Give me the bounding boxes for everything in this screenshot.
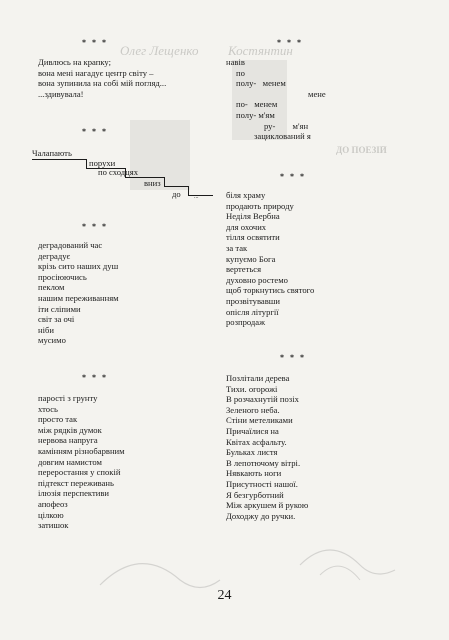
poem-line: Між аркушем й рукою bbox=[226, 500, 309, 511]
stair-word: до bbox=[172, 189, 181, 199]
poem-line: Тихи. огорожі bbox=[226, 383, 278, 394]
poem-line: по bbox=[236, 67, 245, 78]
poem-line: по- менем bbox=[236, 99, 278, 110]
poem-line: купуємо Бога bbox=[226, 253, 276, 264]
stairs-poem bbox=[32, 150, 217, 210]
stair-word: вниз bbox=[144, 178, 161, 188]
poem-line: крізь сито наших душ bbox=[38, 261, 119, 272]
stair-riser bbox=[164, 177, 165, 186]
stair-rule bbox=[188, 195, 213, 196]
poem-line: довгим намистом bbox=[38, 456, 102, 467]
poem-line: зациклований я bbox=[254, 131, 311, 142]
left-stars-3: * * * bbox=[82, 222, 108, 231]
poem-line: іти сліпими bbox=[38, 303, 81, 314]
right-poem-3 bbox=[226, 373, 308, 521]
poem-line: ру- м'ян bbox=[264, 120, 309, 131]
bleed-title-2: Костянтин bbox=[228, 44, 293, 58]
bleed-title: Олег Лещенко bbox=[120, 44, 199, 58]
right-stars-1: * * * bbox=[277, 38, 303, 47]
poem-line: для охочих bbox=[226, 221, 267, 232]
stair-rule bbox=[32, 159, 87, 160]
poem-line: вертеться bbox=[226, 264, 262, 275]
poem-line: камінням різнобарвним bbox=[38, 445, 125, 456]
poem-line: між рядків думок bbox=[38, 424, 102, 435]
poem-line: В розчахнутій позіх bbox=[226, 394, 299, 405]
poem-line: Присутності нашої. bbox=[226, 478, 298, 489]
stair-riser bbox=[86, 159, 87, 168]
poem-line: Бульках листя bbox=[226, 447, 278, 458]
poem-line: В лепотючому вітрі. bbox=[226, 457, 301, 468]
right-stars-2: * * * bbox=[280, 172, 306, 181]
stair-word: по сходцях bbox=[98, 167, 138, 177]
poem-line: підтекст переживань bbox=[38, 477, 114, 488]
poem-line: Стіни метеликами bbox=[226, 415, 293, 426]
poem-line: мусимо bbox=[38, 335, 66, 346]
poem-line: тілля освятити bbox=[226, 232, 280, 243]
bleed-subtitle: ДО ПОЕЗІЙ bbox=[336, 146, 387, 155]
poem-line: паростi з грунту bbox=[38, 393, 98, 403]
left-poem-1 bbox=[38, 57, 166, 99]
poem-line: біля храму bbox=[226, 190, 266, 200]
poem-line: затишок bbox=[38, 520, 69, 531]
poem-line: мене bbox=[308, 88, 326, 99]
poem-line: нервова напруга bbox=[38, 435, 98, 446]
page-number: 24 bbox=[217, 588, 232, 603]
poem-line: ілюзія перспективи bbox=[38, 488, 109, 499]
poem-line: вона зупинила на собі мій погляд... bbox=[38, 78, 167, 89]
left-poem-3 bbox=[38, 240, 119, 346]
poem-line: Нявкають ноги bbox=[226, 468, 282, 479]
right-poem-1 bbox=[226, 57, 416, 142]
left-poem-4 bbox=[38, 393, 125, 531]
stair-word: порухи bbox=[89, 158, 116, 168]
poem-line: пеклом bbox=[38, 282, 65, 293]
right-stars-3: * * * bbox=[280, 353, 306, 362]
poem-line: цiлкою bbox=[38, 509, 64, 520]
poem-line: Причаїлися на bbox=[226, 425, 279, 436]
left-stars-4: * * * bbox=[82, 373, 108, 382]
poem-line: деградує bbox=[38, 250, 71, 261]
poem-line: хтось bbox=[38, 403, 58, 414]
poem-line: Дивлюсь на крапку; bbox=[38, 57, 111, 67]
poem-line: апофеоз bbox=[38, 498, 68, 509]
poem-line: за так bbox=[226, 242, 248, 253]
poem-line: Неділя Вербна bbox=[226, 211, 280, 222]
stair-rule bbox=[164, 186, 189, 187]
poem-line: ніби bbox=[38, 324, 54, 335]
right-poem-2 bbox=[226, 190, 314, 328]
poem-line: полу- м'ям bbox=[236, 109, 275, 120]
stair-riser bbox=[188, 186, 189, 195]
poem-line: продають природу bbox=[226, 200, 294, 211]
poem-line: прозвітувавши bbox=[226, 295, 281, 306]
left-stars-1: * * * bbox=[82, 38, 108, 47]
poem-line: Доходжу до ручки. bbox=[226, 510, 296, 521]
poem-line: навів bbox=[226, 57, 245, 67]
poem-line: просто так bbox=[38, 414, 78, 425]
stair-word: ... bbox=[194, 194, 199, 200]
poem-line: Зеленого неба. bbox=[226, 404, 280, 415]
poem-line: просіюючись bbox=[38, 271, 87, 282]
poem-line: полу- менем bbox=[236, 78, 286, 89]
stair-word: Чалапають bbox=[32, 148, 72, 158]
poem-line: ...здивувала! bbox=[38, 88, 84, 99]
poem-line: вона мені нагадує центр світу – bbox=[38, 67, 154, 78]
poem-line: нашим переживанням bbox=[38, 292, 119, 303]
poem-line: переростання у спокій bbox=[38, 467, 121, 478]
poem-line: світ за очі bbox=[38, 314, 75, 325]
poem-line: духовно ростемо bbox=[226, 274, 288, 285]
poem-line: Позлітали дерева bbox=[226, 373, 290, 383]
poem-line: Квітах асфальту. bbox=[226, 436, 287, 447]
poem-line: розпродаж bbox=[226, 317, 266, 328]
poem-line: опісля літургії bbox=[226, 306, 279, 317]
poem-line: Я безгурботний bbox=[226, 489, 284, 500]
poem-line: деградований час bbox=[38, 240, 103, 250]
poem-line: щоб торкнутись святого bbox=[226, 285, 315, 296]
left-stars-2: * * * bbox=[82, 127, 108, 136]
